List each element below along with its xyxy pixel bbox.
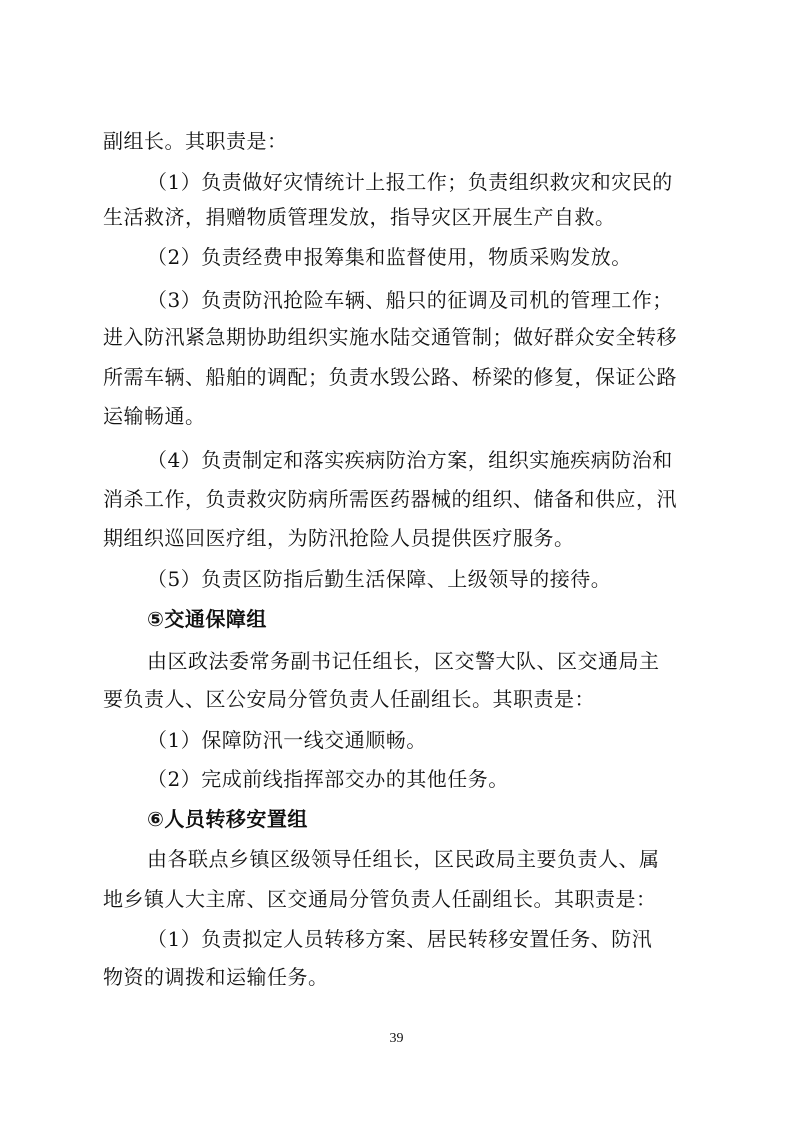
text-line: 物资的调拨和运输任务。 — [103, 965, 329, 989]
text-line: 进入防汛紧急期协助组织实施水陆交通管制；做好群众安全转移 — [103, 325, 677, 349]
text-line: 副组长。其职责是： — [103, 129, 288, 153]
text-line: （2）负责经费申报筹集和监督使用，物质采购发放。 — [147, 245, 632, 269]
text-line: （3）负责防汛抢险车辆、船只的征调及司机的管理工作； — [147, 288, 673, 312]
text-line: 消杀工作，负责救灾防病所需医药器械的组织、储备和供应，汛 — [103, 487, 677, 511]
text-line: 运输畅通。 — [103, 404, 206, 428]
text-line: 由各联点乡镇区级领导任组长，区民政局主要负责人、属 — [147, 847, 660, 871]
text-line: （5）负责区防指后勤生活保障、上级领导的接待。 — [147, 567, 612, 591]
text-line: （1）负责做好灾情统计上报工作；负责组织救灾和灾民的 — [147, 170, 673, 194]
text-line: 期组织巡回医疗组，为防汛抢险人员提供医疗服务。 — [103, 526, 575, 550]
section-heading: ⑥人员转移安置组 — [147, 807, 308, 831]
text-line: （1）负责拟定人员转移方案、居民转移安置任务、防汛 — [147, 927, 653, 951]
text-line: 由区政法委常务副书记任组长，区交警大队、区交通局主 — [147, 649, 660, 673]
page-number: 39 — [389, 1031, 404, 1046]
text-line: 地乡镇人大主席、区交通局分管负责人任副组长。其职责是： — [103, 887, 657, 911]
text-line: （2）完成前线指挥部交办的其他任务。 — [147, 767, 509, 791]
section-heading: ⑤交通保障组 — [147, 607, 267, 631]
text-line: 所需车辆、船舶的调配；负责水毁公路、桥梁的修复，保证公路 — [103, 365, 677, 389]
text-line: 要负责人、区公安局分管负责人任副组长。其职责是： — [103, 687, 595, 711]
text-line: 生活救济，捐赠物质管理发放，指导灾区开展生产自救。 — [103, 205, 616, 229]
text-line: （4）负责制定和落实疾病防治方案，组织实施疾病防治和 — [147, 448, 673, 472]
text-line: （1）保障防汛一线交通顺畅。 — [147, 728, 427, 752]
